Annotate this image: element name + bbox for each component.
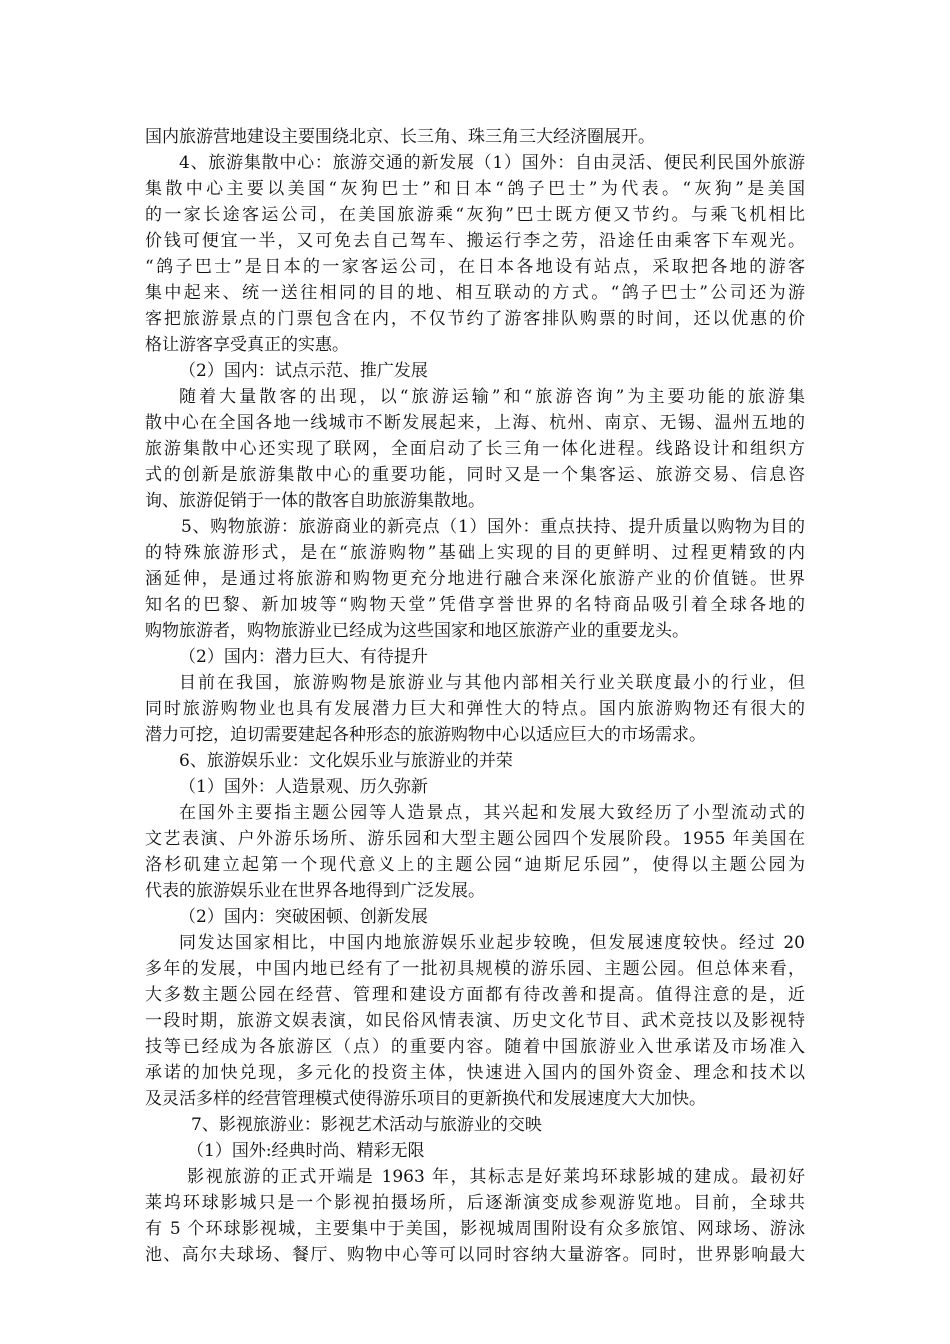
- text-line: 影视旅游的正式开端是 1963 年，其标志是好莱坞环球影城的建成。最初好: [187, 1167, 805, 1187]
- section-heading-line: 5、购物旅游：旅游商业的新亮点（1）国外：重点扶持、提升质量以购物为目的: [181, 517, 805, 537]
- text-line: 的特殊旅游形式，是在“旅游购物”基础上实现的目的更鲜明、过程更精致的内: [145, 543, 805, 563]
- text-line: 莱坞环球影城只是一个影视拍摄场所，后逐渐演变成参观游览地。目前，全球共: [145, 1193, 805, 1213]
- text-line: 潜力可挖，迫切需要建起各种形态的旅游购物中心以适应巨大的市场需求。: [145, 725, 706, 745]
- subheading-line: （1）国外：人造景观、历久弥新: [179, 777, 428, 797]
- text-line: 价钱可便宜一半，又可免去自己驾车、搬运行李之劳，沿途任由乘客下车观光。: [145, 231, 805, 251]
- text-line: 格让游客享受真正的实惠。: [145, 335, 349, 355]
- text-line: 集散中心主要以美国“灰狗巴士”和日本“鸽子巴士”为代表。“灰狗”是美国: [145, 179, 805, 199]
- section-heading-line: 7、影视旅游业：影视艺术活动与旅游业的交映: [191, 1115, 542, 1135]
- text-line: 购物旅游者，购物旅游业已经成为这些国家和地区旅游产业的重要龙头。: [145, 621, 689, 641]
- text-line: 及灵活多样的经营管理模式使得游乐项目的更新换代和发展速度大大加快。: [145, 1089, 706, 1109]
- section-heading-line: 4、旅游集散中心：旅游交通的新发展（1）国外：自由灵活、便民利民国外旅游: [179, 153, 805, 173]
- text-line: 式的创新是旅游集散中心的重要功能，同时又是一个集客运、旅游交易、信息咨: [145, 465, 805, 485]
- text-line: 洛杉矶建立起第一个现代意义上的主题公园“迪斯尼乐园”，使得以主题公园为: [145, 855, 805, 875]
- text-line: “鸽子巴士”是日本的一家客运公司，在日本各地设有站点，采取把各地的游客: [145, 257, 805, 277]
- text-line: 池、高尔夫球场、餐厅、购物中心等可以同时容纳大量游客。同时，世界影响最大: [145, 1245, 805, 1265]
- text-line: 随着大量散客的出现，以“旅游运输”和“旅游咨询”为主要功能的旅游集: [179, 387, 805, 407]
- text-line: 询、旅游促销于一体的散客自助旅游集散地。: [145, 491, 485, 511]
- text-line: 目前在我国，旅游购物是旅游业与其他内部相关行业关联度最小的行业，但: [179, 673, 805, 693]
- text-line: 旅游集散中心还实现了联网，全面启动了长三角一体化进程。线路设计和组织方: [145, 439, 805, 459]
- text-line: 集中起来、统一送往相同的目的地、相互联动的方式。“鸽子巴士”公司还为游: [145, 283, 805, 303]
- text-line: 在国外主要指主题公园等人造景点，其兴起和发展大致经历了小型流动式的: [179, 803, 805, 823]
- text-line: 一段时期，旅游文娱表演，如民俗风情表演、历史文化节目、武术竞技以及影视特: [145, 1011, 805, 1031]
- document-page: [145, 124, 805, 1268]
- text-line: 国内旅游营地建设主要围绕北京、长三角、珠三角三大经济圈展开。: [145, 127, 655, 147]
- text-line: 多年的发展，中国内地已经有了一批初具规模的游乐园、主题公园。但总体来看，: [145, 959, 805, 979]
- subheading-line: （1）国外:经典时尚、精彩无限: [187, 1141, 425, 1161]
- text-line: 涵延伸，是通过将旅游和购物更充分地进行融合来深化旅游产业的价值链。世界: [145, 569, 805, 589]
- text-line: 同发达国家相比，中国内地旅游娱乐业起步较晚，但发展速度较快。经过 20: [179, 933, 805, 953]
- section-heading-line: 6、旅游娱乐业：文化娱乐业与旅游业的并荣: [179, 751, 513, 771]
- subheading-line: （2）国内：试点示范、推广发展: [179, 361, 428, 381]
- text-line: 代表的旅游娱乐业在世界各地得到广泛发展。: [145, 881, 485, 901]
- text-line: 散中心在全国各地一线城市不断发展起来，上海、杭州、南京、无锡、温州五地的: [145, 413, 805, 433]
- text-line: 大多数主题公园在经营、管理和建设方面都有待改善和提高。值得注意的是，近: [145, 985, 805, 1005]
- text-line: 客把旅游景点的门票包含在内，不仅节约了游客排队购票的时间，还以优惠的价: [145, 309, 805, 329]
- subheading-line: （2）国内：潜力巨大、有待提升: [179, 647, 428, 667]
- subheading-line: （2）国内：突破困顿、创新发展: [179, 907, 428, 927]
- text-line: 承诺的加快兑现，多元化的投资主体，快速进入国内的国外资金、理念和技术以: [145, 1063, 805, 1083]
- text-line: 技等已经成为各旅游区（点）的重要内容。随着中国旅游业入世承诺及市场准入: [145, 1037, 805, 1057]
- text-line: 有 5 个环球影视城，主要集中于美国，影视城周围附设有众多旅馆、网球场、游泳: [145, 1219, 805, 1239]
- text-line: 知名的巴黎、新加坡等“购物天堂”凭借享誉世界的名特商品吸引着全球各地的: [145, 595, 805, 615]
- text-line: 文艺表演、户外游乐场所、游乐园和大型主题公园四个发展阶段。1955 年美国在: [145, 829, 805, 849]
- text-line: 同时旅游购物业也具有发展潜力巨大和弹性大的特点。国内旅游购物还有很大的: [145, 699, 805, 719]
- text-line: 的一家长途客运公司，在美国旅游乘“灰狗”巴士既方便又节约。与乘飞机相比: [145, 205, 805, 225]
